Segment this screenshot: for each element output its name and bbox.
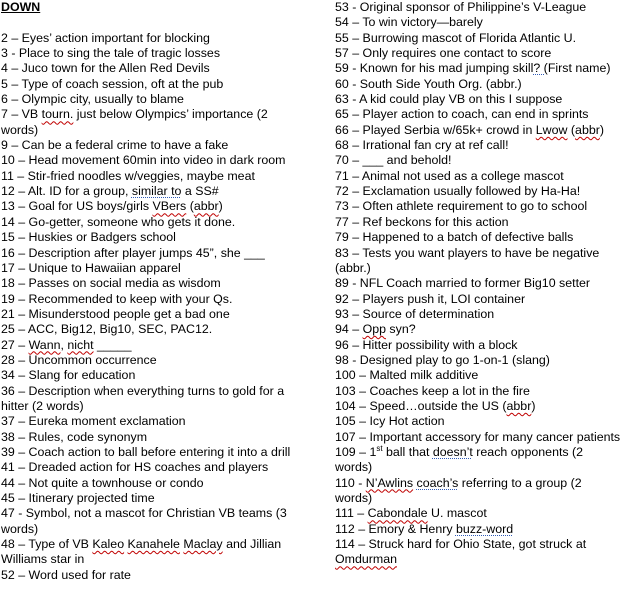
clue-text: 52 – Word used for rate [1,567,131,582]
clue-text: 79 – Happened to a batch of defective balls [335,230,574,245]
clue-text: 21 – Misunderstood people get a bad one [1,306,230,321]
clue-item [1,199,301,214]
clue-item [335,230,622,245]
clue-item [1,261,301,276]
clue-item [1,230,301,245]
clue-text: just below Olympics’ importance (2 words) [1,107,268,137]
clue-text: ball that [382,444,433,459]
clue-text: and Jillian Williams star in [1,537,282,567]
clue-text: 5 – Type of coach session, oft at the pub [1,76,224,91]
clue-text: 55 – Burrowing mascot of Florida Atlantic U. [335,30,577,45]
clue-item [335,414,622,429]
clue-text: 53 - Original sponsor of Philippine’s V-League [335,0,587,14]
clue-item [1,537,301,568]
clue-text: 6 – Olympic city, usually to blame [1,92,184,107]
clue-item [335,399,622,414]
clue-item [335,246,622,277]
clue-item [1,107,301,138]
clue-item [1,476,301,491]
grammar-flagged-text: doesn’t [432,444,473,459]
clue-text: 19 – Recommended to keep with your Qs. [1,291,233,306]
clue-text: 110 - [335,475,366,490]
clue-text: 3 - Place to sing the tale of tragic losses [1,46,221,61]
clue-text: 38 – Rules, code synonym [1,429,148,444]
clue-item [335,153,622,168]
clue-text: 36 – Description when everything turns to gold for a hitter (2 words) [1,383,285,413]
right-clue-list [335,0,622,568]
clue-item [1,153,301,168]
clue-item [335,199,622,214]
flagged-word: Lwow [535,122,568,137]
clue-item [335,537,622,568]
clue-item [335,61,622,76]
clue-text: ) [218,199,223,214]
clue-item [335,0,622,15]
clue-item [335,522,622,537]
clue-item [1,322,301,337]
clue-text: 111 – [335,506,368,521]
clue-text: 34 – Slang for education [1,368,136,383]
clue-item [335,215,622,230]
clue-text: 98 - Designed play to go 1-on-1 (slang) [335,352,550,367]
flagged-word: abbr [506,398,532,413]
flagged-word: tourn. [41,107,74,122]
clue-text: 48 – Type of VB [1,537,93,552]
clue-text: 41 – Dreaded action for HS coaches and players [1,460,269,475]
clue-item [1,92,301,107]
clue-text: 107 – Important accessory for many cancer patients [335,429,621,444]
clue-text: 39 – Coach action to ball before entering it into a drill [1,444,291,459]
clue-item [1,61,301,76]
clue-text: 16 – Description after player jumps 45”, she ___ [1,245,265,260]
clue-item [335,476,622,507]
clue-text: ) [531,398,536,413]
clue-item [1,338,301,353]
clue-text: 44 – Not quite a townhouse or condo [1,475,204,490]
clue-text: 10 – Head movement 60min into video in dark room [1,153,286,168]
clue-text: 73 – Often athlete requirement to go to school [335,199,588,214]
clue-text: 72 – Exclamation usually followed by Ha-Ha! [335,184,581,199]
clue-text: 9 – Can be a federal crime to have a fake [1,138,229,153]
clue-item [1,460,301,475]
clue-text: 96 – Hitter possibility with a block [335,337,518,352]
clue-text: 66 – Played Serbia w/65k+ crowd in [335,122,536,137]
flagged-word: abbr [575,122,600,137]
clue-item [1,215,301,230]
clue-item [1,384,301,415]
clue-item [1,430,301,445]
grammar-flagged-text: similar to [131,184,182,199]
flagged-word: Kaleo [92,537,125,552]
clue-text: 71 – Animal not used as a college mascot [335,168,564,183]
grammar-flagged-text: coach’s [416,475,459,490]
clue-text: 14 – Go-getter, someone who gets it done. [1,214,236,229]
clue-text: 89 - NFL Coach married to former Big10 setter [335,276,591,291]
clue-text: 94 – [335,322,363,337]
clue-item [335,430,622,445]
clue-text: 93 – Source of determination [335,306,495,321]
clue-item [1,184,301,199]
clue-item [1,292,301,307]
clue-text: 11 – Stir-fried noodles w/veggies, maybe meat [1,168,255,183]
clue-text: 4 – Juco town for the Allen Red Devils [1,61,210,76]
clue-text: referring to a group (2 words) [335,475,582,505]
clue-text: 103 – Coaches keep a lot in the fire [335,383,530,398]
clue-item [335,46,622,61]
clue-item [1,445,301,460]
clue-text: 104 – Speed…outside the US ( [335,398,507,413]
grammar-flagged-text: ? ( [533,61,548,76]
clue-item [1,46,301,61]
clue-text: 7 – VB [1,107,42,122]
clue-item [335,169,622,184]
clue-text: 27 – [1,337,29,352]
clue-item [335,506,622,521]
clue-text: 15 – Huskies or Badgers school [1,230,176,245]
clue-text: 12 – Alt. ID for a group, [1,184,132,199]
clue-text: 17 – Unique to Hawaiian apparel [1,260,181,275]
clue-text: 47 - Symbol, not a mascot for Christian VB teams (3 words) [1,506,287,536]
clue-text: 59 - Known for his mad jumping skill [335,61,534,76]
clue-item [335,107,622,122]
clue-text: U. mascot [427,506,487,521]
clue-item [1,491,301,506]
flagged-word: abbr [193,199,219,214]
clue-text: 63 - A kid could play VB on this I suppose [335,92,563,107]
clue-text: 13 – Goal for US boys/girls [1,199,153,214]
flagged-word: Omdurman [335,552,397,567]
clue-item [335,307,622,322]
clue-text: reach opponents (2 words) [335,444,584,475]
clue-item [335,292,622,307]
clue-item [335,31,622,46]
down-clues-left-column [1,0,301,583]
clue-text: syn? [385,322,416,337]
down-heading: DOWN [1,0,41,14]
clue-item [335,445,622,476]
flagged-word: Wann [28,337,61,352]
clue-item [335,184,622,199]
clue-text: ) [599,122,604,137]
clue-item [1,568,301,583]
clue-text: ( [186,199,194,214]
blank-line [1,15,301,30]
flagged-word: N’Awlins [365,475,414,490]
clue-item [1,276,301,291]
clue-item [335,353,622,368]
clue-item [1,246,301,261]
clue-item [335,77,622,92]
clue-item [1,138,301,153]
clue-text: 65 – Player action to coach, can end in sprints [335,107,589,122]
flagged-word: Cabondale [367,506,428,521]
clue-item [1,31,301,46]
clue-item [1,353,301,368]
clue-text: 109 – 1 [335,444,377,459]
flagged-word: Opp [362,322,386,337]
flagged-word: VBers [152,199,187,214]
clue-item [335,276,622,291]
clue-item [335,322,622,337]
clue-text: 18 – Passes on social media as wisdom [1,276,221,291]
clue-text: 25 – ACC, Big12, Big10, SEC, PAC12. [1,322,213,337]
clue-item [335,123,622,138]
clue-item [1,307,301,322]
clue-text: 114 – Struck hard for Ohio State, got struck at [335,537,587,552]
flagged-word: nicht [67,337,94,352]
clue-text: 57 – Only requires one contact to score [335,46,552,61]
clue-item [335,92,622,107]
clue-item [335,15,622,30]
flagged-word: Kanahele [127,537,180,552]
clue-text: , [60,337,68,352]
clue-text: a SS# [181,184,219,199]
clue-text: 28 – Uncommon occurrence [1,352,157,367]
clue-item [335,368,622,383]
clue-text: 2 – Eyes’ action important for blocking [1,30,210,45]
grammar-flagged-text: buzz-word [455,521,514,536]
clue-text: ( [567,122,576,137]
clue-text: First name) [547,61,611,76]
down-clues-right-column [335,0,622,568]
clue-text: 54 – To win victory—barely [335,15,483,30]
clue-text: 77 – Ref beckons for this action [335,214,509,229]
clue-text: 92 – Players push it, LOI container [335,291,526,306]
clue-item [1,169,301,184]
clue-item [335,138,622,153]
clue-text: 112 – Emory & Henry [335,521,456,536]
clue-item [1,414,301,429]
clue-text: 83 – Tests you want players to have be negative (abbr.) [335,245,600,275]
clue-item [1,506,301,537]
left-clue-list [1,31,301,583]
flagged-word: Maclay [183,537,223,552]
clue-text: 45 – Itinerary projected time [1,491,155,505]
clue-text: 105 – Icy Hot action [335,414,445,429]
clue-item [335,384,622,399]
clue-item [1,77,301,92]
clue-item [335,338,622,353]
clue-text: 100 – Malted milk additive [335,368,479,383]
clue-text: 68 – Irrational fan cry at ref call! [335,138,509,153]
clue-text: _____ [93,337,132,352]
clue-text: 37 – Eureka moment exclamation [1,414,186,429]
clue-item [1,368,301,383]
clue-text: st [376,443,383,453]
clue-text: 60 - South Side Youth Org. (abbr.) [335,76,522,91]
clue-text: 70 – ___ and behold! [335,153,452,168]
